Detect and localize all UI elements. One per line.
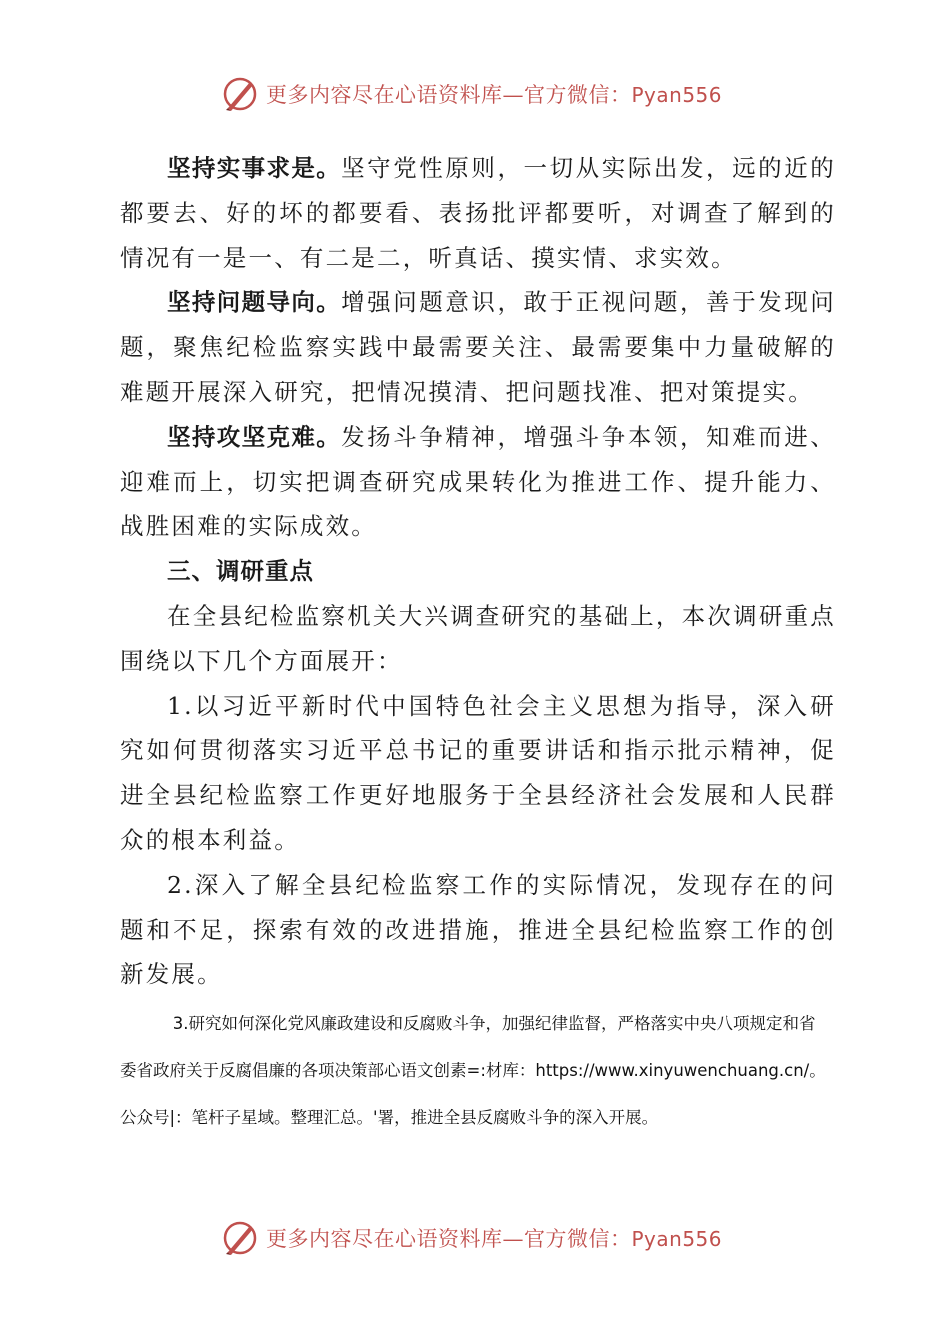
list-item-3: 3.研究如何深化党风廉政建设和反腐败斗争，加强纪律监督，严格落实中央八项规定和省委省政府关于反腐倡廉的各项决策部心语文创素=:材库：https://www.xinyuwenchuang.cn/。公众号|：笔杆子星域。整理汇总。'署，推进全县反腐败斗争的深入开展。 — [120, 1014, 826, 1127]
paragraph: 坚持问题导向。增强问题意识，敢于正视问题，善于发现问题，聚焦纪检监察实践中最需要关注、最需要集中力量破解的难题开展深入研究，把情况摸清、把问题找准、把对策提实。 — [120, 288, 836, 406]
intro-paragraph: 在全县纪检监察机关大兴调查研究的基础上，本次调研重点围绕以下几个方面展开： — [120, 601, 836, 675]
header-banner — [220, 70, 722, 118]
list-item: 1.以习近平新时代中国特色社会主义思想为指导，深入研究如何贯彻落实习近平总书记的重要讲话和指示批示精神，促进全县纪检监察工作更好地服务于全县经济社会发展和人民群众的根本利益。 — [120, 691, 836, 854]
pen-logo-icon — [220, 74, 260, 114]
banner-text: 更多内容尽在心语资料库—官方微信：Pyan556 — [266, 83, 723, 107]
section-heading: 三、调研重点 — [167, 557, 314, 586]
document-body — [120, 146, 836, 997]
pen-logo-icon — [220, 1218, 260, 1258]
list-item: 2.深入了解全县纪检监察工作的实际情况，发现存在的问题和不足，探索有效的改进措施，推进全县纪检监察工作的创新发展。 — [120, 870, 836, 989]
banner-text: 更多内容尽在心语资料库—官方微信：Pyan556 — [266, 1227, 723, 1251]
paragraph: 坚持攻坚克难。发扬斗争精神，增强斗争本领，知难而进、迎难而上，切实把调查研究成果转化为推进工作、提升能力、战胜困难的实际成效。 — [120, 422, 836, 541]
paragraph: 坚持实事求是。坚守党性原则，一切从实际出发，远的近的都要去、好的坏的都要看、表扬批评都要听，对调查了解到的情况有一是一、有二是二，听真话、摸实情、求实效。 — [120, 154, 836, 272]
footer-banner — [220, 1214, 722, 1262]
